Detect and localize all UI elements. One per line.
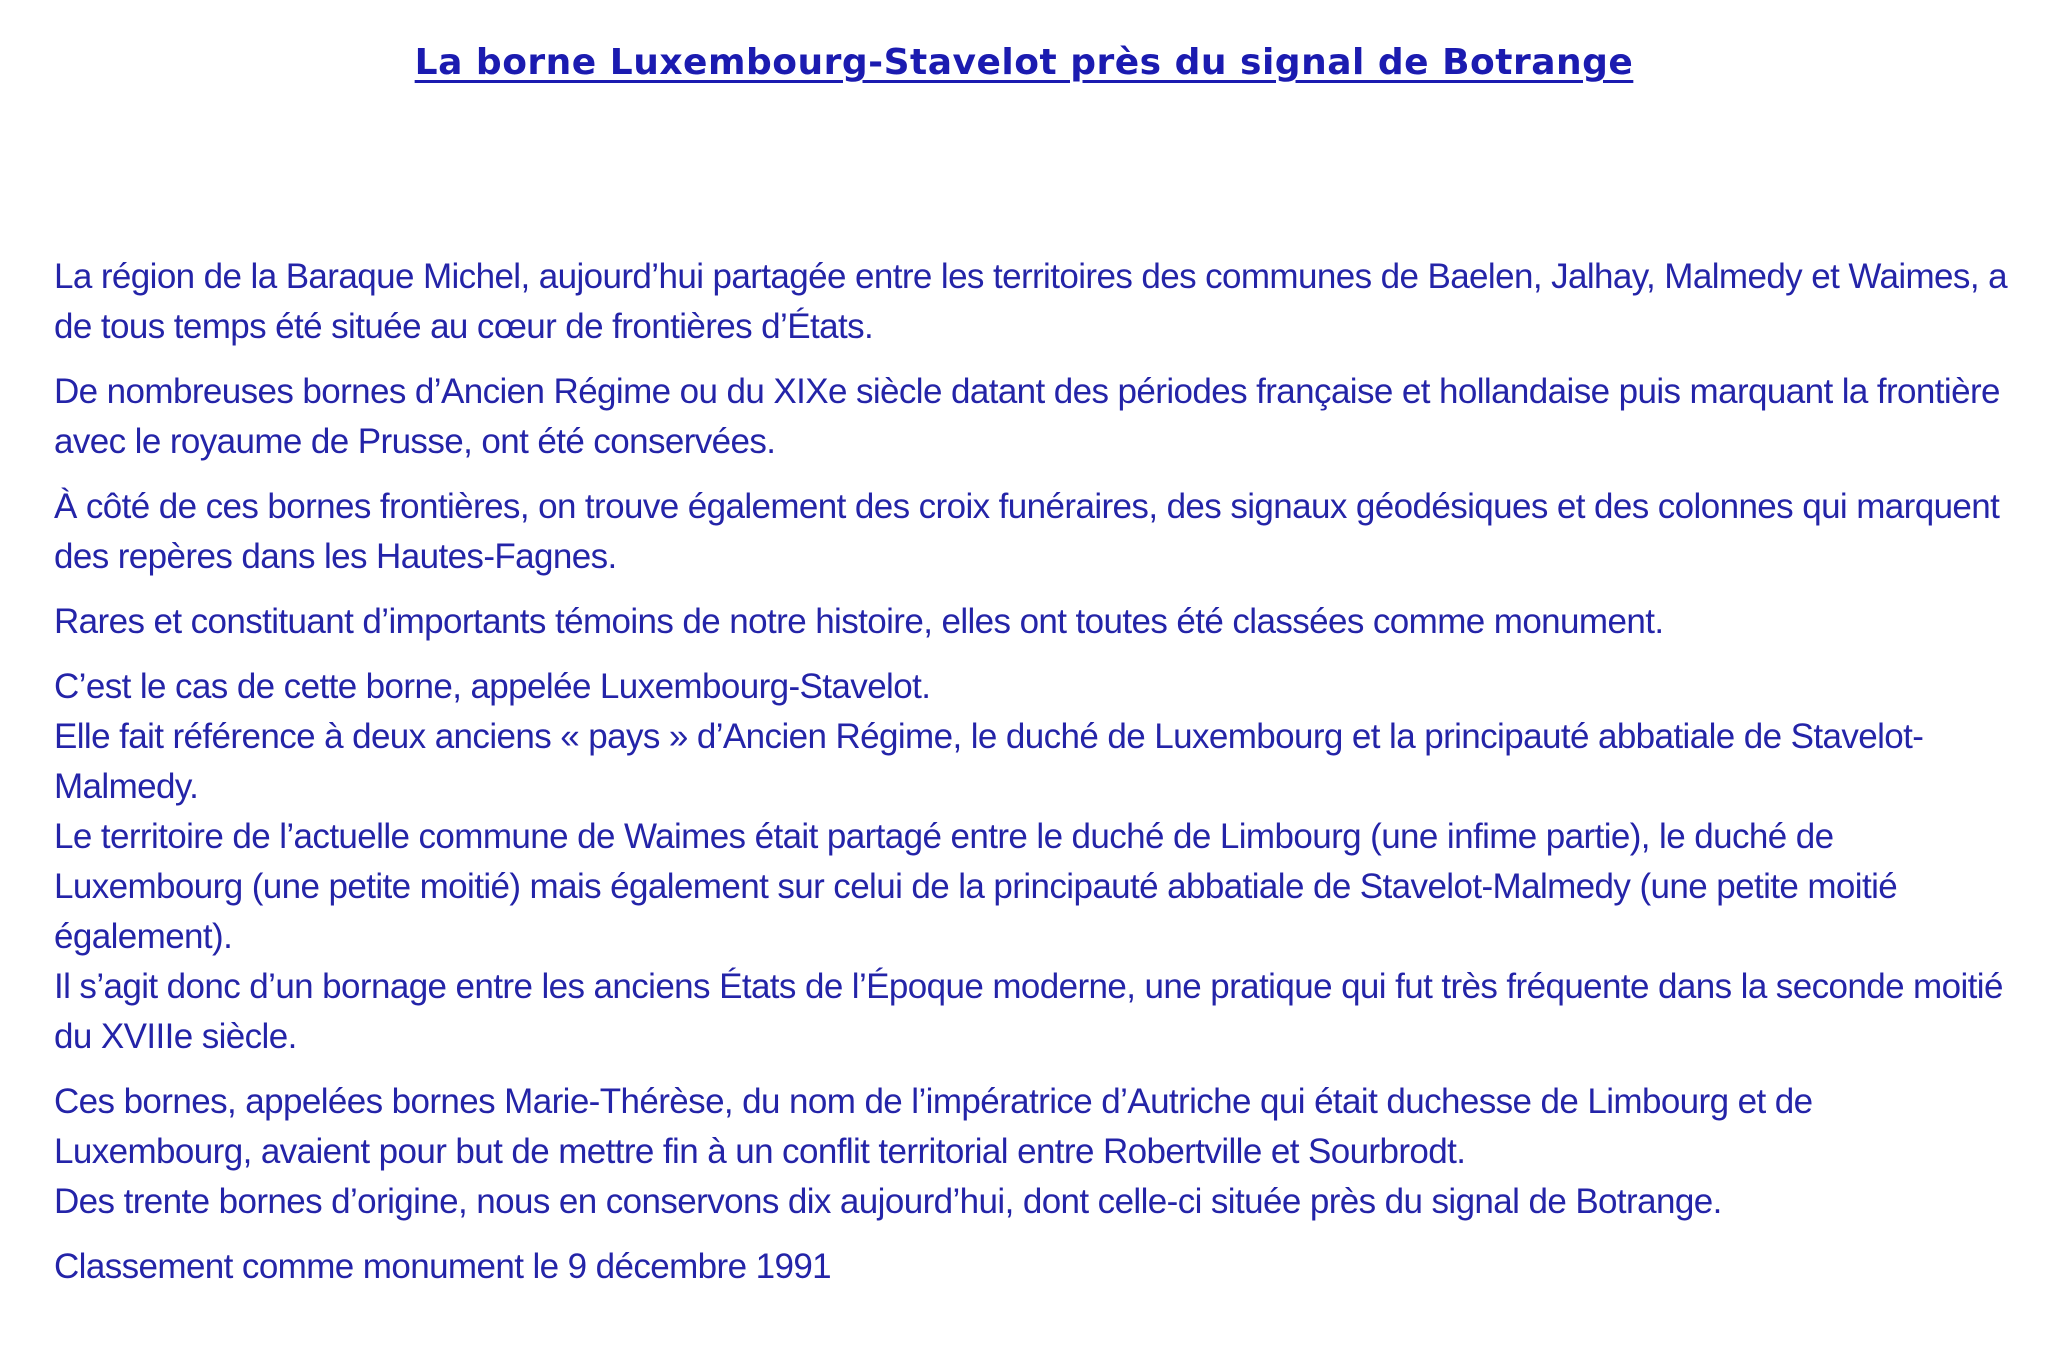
line-trente-bornes: Des trente bornes d’origine, nous en conservons dix aujourd’hui, dont celle-ci située près du signal de Botrange.	[54, 1182, 1722, 1221]
line-territoire-waimes: Le territoire de l’actuelle commune de Waimes était partagé entre le duché de Limbourg (une infime partie), le duché de Luxembourg (une petite moitié) mais également sur celui de la principauté abbatiale de Stavelot-Malmedy (une petite moitié également).	[54, 817, 1898, 956]
classement-date: Classement comme monument le 9 décembre 1991	[54, 1247, 832, 1286]
title-link[interactable]: La borne Luxembourg-Stavelot près du signal de Botrange	[414, 42, 1634, 83]
paragraph-croix: À côté de ces bornes frontières, on trouve également des croix funéraires, des signaux géodésiques et des colonnes qui marquent des repères dans les Hautes-Fagnes.	[54, 487, 2000, 576]
block-borne-luxembourg-stavelot	[54, 662, 2014, 1062]
page-title	[0, 42, 2048, 83]
document-body	[54, 252, 2014, 1307]
line-bornage: Il s’agit donc d’un bornage entre les anciens États de l’Époque moderne, une pratique qui fut très fréquente dans la seconde moitié du XVIIIe siècle.	[54, 967, 2003, 1056]
line-reference-pays: Elle fait référence à deux anciens « pays » d’Ancien Régime, le duché de Luxembourg et la principauté abbatiale de Stavelot-Malmedy.	[54, 717, 1924, 806]
line-cas-borne: C’est le cas de cette borne, appelée Luxembourg-Stavelot.	[54, 667, 931, 706]
paragraph-classees: Rares et constituant d’importants témoins de notre histoire, elles ont toutes été classées comme monument.	[54, 602, 1664, 641]
block-bornes-marie-therese	[54, 1077, 2014, 1227]
paragraph-region: La région de la Baraque Michel, aujourd’hui partagée entre les territoires des communes de Baelen, Jalhay, Malmedy et Waimes, a de tous temps été située au cœur de frontières d’États.	[54, 257, 2007, 346]
line-marie-therese: Ces bornes, appelées bornes Marie-Thérèse, du nom de l’impératrice d’Autriche qui était duchesse de Limbourg et de Luxembourg, avaient pour but de mettre fin à un conflit territorial entre Robertville et Sourbrodt.	[54, 1082, 1813, 1171]
paragraph-bornes: De nombreuses bornes d’Ancien Régime ou du XIXe siècle datant des périodes française et hollandaise puis marquant la frontière avec le royaume de Prusse, ont été conservées.	[54, 372, 2000, 461]
